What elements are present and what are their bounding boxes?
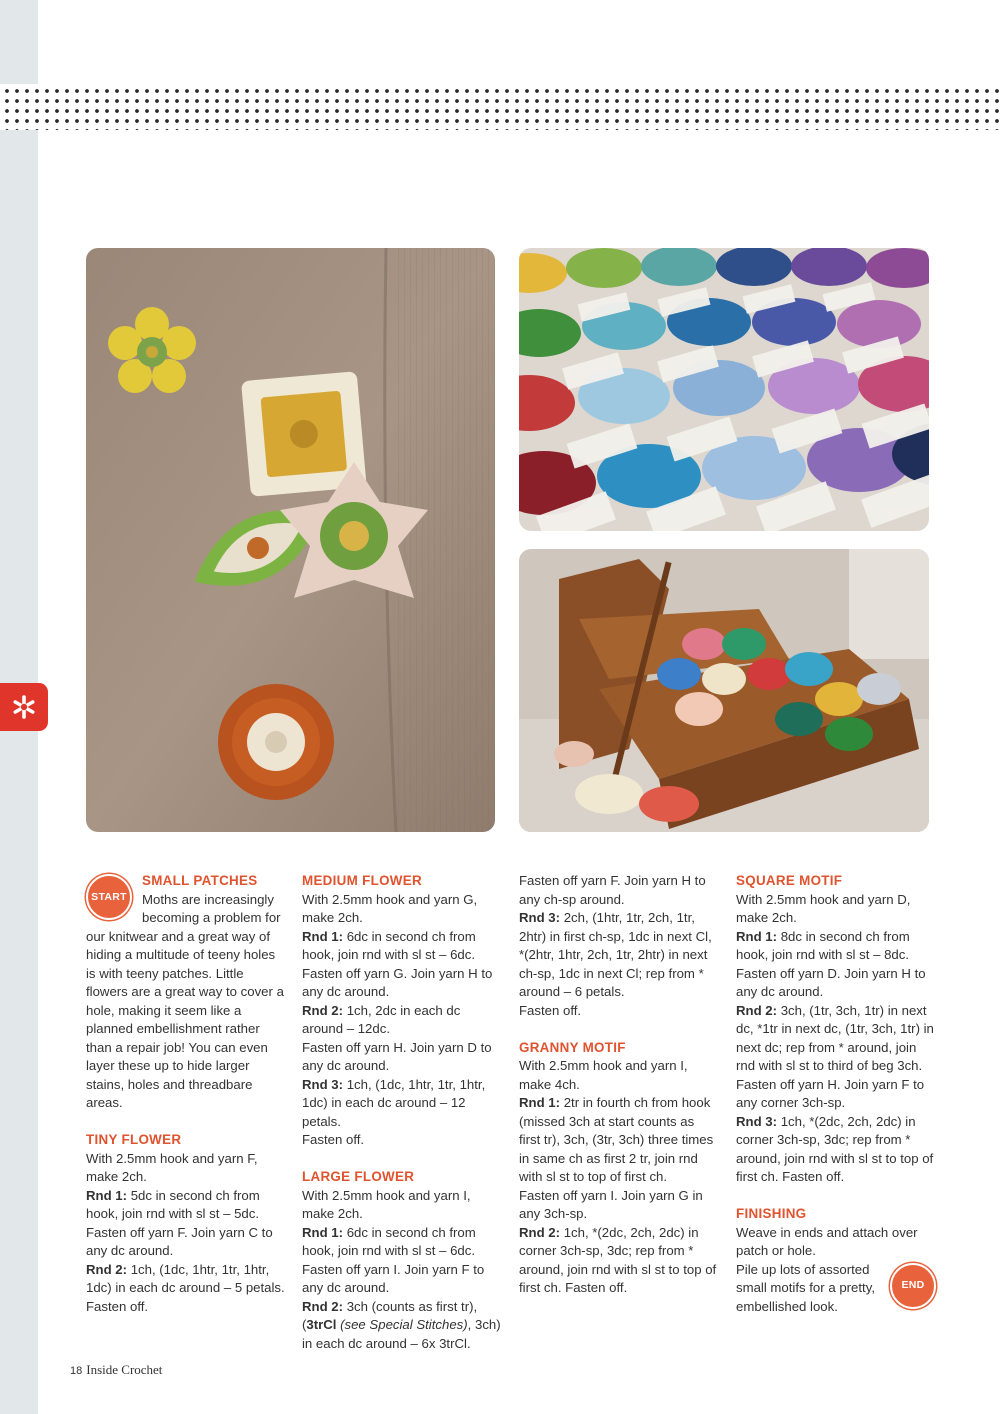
tiny-flower-after1: Fasten off yarn F. Join yarn C to any dc around. [86,1224,273,1258]
text-column-2 [302,872,502,1353]
photo-sewing-box [519,549,929,832]
page-number: 18 [70,1365,83,1377]
large-flower-intro: With 2.5mm hook and yarn I, make 2ch. [302,1187,471,1221]
small-patches-heading: SMALL PATCHES [142,873,258,888]
square-motif-intro: With 2.5mm hook and yarn D, make 2ch. [736,891,911,925]
medium-flower-rnd1: Rnd 1: 6dc in second ch from hook, join rnd with sl st – 6dc. [302,928,476,962]
finishing-p1: Weave in ends and attach over patch or hole. [736,1224,918,1258]
page-folio [70,1362,162,1378]
medium-flower-intro: With 2.5mm hook and yarn G, make 2ch. [302,891,478,925]
granny-motif-intro: With 2.5mm hook and yarn I, make 4ch. [519,1058,688,1092]
medium-flower-after2: Fasten off yarn H. Join yarn D to any dc around. [302,1039,492,1073]
granny-motif-rnd1: Rnd 1: 2tr in fourth ch from hook (missed 3ch at start counts as first tr), 3ch, (3tr, 3ch) three times in same ch as first 2 tr, join rnd with sl st to top of first ch. [519,1095,714,1184]
square-motif-after1: Fasten off yarn D. Join yarn H to any dc around. [736,965,926,999]
section-tab [0,683,48,731]
square-motif-heading: SQUARE MOTIF [736,873,843,888]
finishing-heading: FINISHING [736,1206,807,1221]
photo-crochet-patches [86,248,495,832]
medium-flower-heading: MEDIUM FLOWER [302,873,422,888]
photo-yarn-rows [519,248,929,531]
medium-flower-patch [218,684,334,800]
asterisk-icon [11,694,37,720]
large-flower-end: Fasten off. [519,1002,582,1018]
square-motif-after2: Fasten off yarn H. Join yarn F to any corner 3ch-sp. [736,1076,925,1110]
square-motif-rnd1: Rnd 1: 8dc in second ch from hook, join rnd with sl st – 8dc. [736,928,910,962]
tiny-flower-intro: With 2.5mm hook and yarn F, make 2ch. [86,1150,258,1184]
large-flower-rnd1: Rnd 1: 6dc in second ch from hook, join rnd with sl st – 6dc. [302,1224,476,1258]
tiny-flower-rnd1: Rnd 1: 5dc in second ch from hook, join rnd with sl st – 5dc. [86,1187,260,1221]
magazine-title: Inside Crochet [86,1362,163,1377]
large-flower-heading: LARGE FLOWER [302,1169,415,1184]
granny-motif-heading: GRANNY MOTIF [519,1039,626,1055]
text-column-3 [519,872,719,1298]
square-motif-rnd3: Rnd 3: 1ch, *(2dc, 2ch, 2dc) in corner 3ch-sp, 3dc; rep from * around, join rnd with sl st to top of first ch. Fasten off. [736,1113,934,1184]
square-motif-rnd2: Rnd 2: 3ch, (1tr, 3ch, 1tr) in next dc, *1tr in next dc, (1tr, 3ch, 1tr) in next dc; rep from * around, join rnd with sl st to third of beg 3ch. [736,1002,934,1073]
granny-motif-after1: Fasten off yarn I. Join yarn G in any 3ch-sp. [519,1187,703,1221]
large-flower-rnd3: Rnd 3: 2ch, (1htr, 1tr, 2ch, 1tr, 2htr) in first ch-sp, 1dc in next Cl, *(2htr, 1htr, 2ch, 1tr, 2htr) in next ch-sp, 1dc in next Cl; rep from * around – 6 petals. [519,910,712,999]
large-flower-rnd2: Rnd 2: 3ch (counts as first tr), (3trCl (see Special Stitches), 3ch) in each dc around – 6x 3trCl. [302,1298,501,1351]
text-column-4 [736,872,936,1316]
granny-motif-rnd2: Rnd 2: 1ch, *(2dc, 2ch, 2dc) in corner 3ch-sp, 3dc; rep from * around, join rnd with sl st to top of first ch. Fasten off. [519,1224,717,1295]
medium-flower-after1: Fasten off yarn G. Join yarn H to any dc around. [302,965,493,999]
dot-pattern-band [0,84,1000,130]
medium-flower-rnd3: Rnd 3: 1ch, (1dc, 1htr, 1tr, 1htr, 1dc) in each dc around – 12 petals. [302,1076,486,1129]
tiny-flower-end: Fasten off. [86,1298,149,1314]
text-column-1 [86,872,286,1316]
medium-flower-rnd2: Rnd 2: 1ch, 2dc in each dc around – 12dc. [302,1002,461,1036]
large-flower-after2: Fasten off yarn F. Join yarn H to any ch-sp around. [519,873,706,907]
tiny-flower-rnd2: Rnd 2: 1ch, (1dc, 1htr, 1tr, 1htr, 1dc) in each dc around – 5 petals. [86,1261,285,1295]
small-patches-body: Moths are increasingly becoming a problem for our knitwear and a great way of hiding a multitude of teeny holes is with teeny patches. Little flowers are a great way to cover a hole, making it seem like a planned embellishment rather than a repair job! You can even layer these up to hide larger stains, holes and threadbare areas. [86,891,284,1110]
finishing-p2: Pile up lots of assorted small motifs for a pretty, embellished look. [736,1261,875,1314]
medium-flower-end: Fasten off. [302,1132,365,1147]
start-badge: START [86,874,132,920]
tiny-flower-heading: TINY FLOWER [86,1132,182,1147]
end-badge: END [890,1263,936,1309]
large-flower-after1: Fasten off yarn I. Join yarn F to any dc around. [302,1261,485,1295]
